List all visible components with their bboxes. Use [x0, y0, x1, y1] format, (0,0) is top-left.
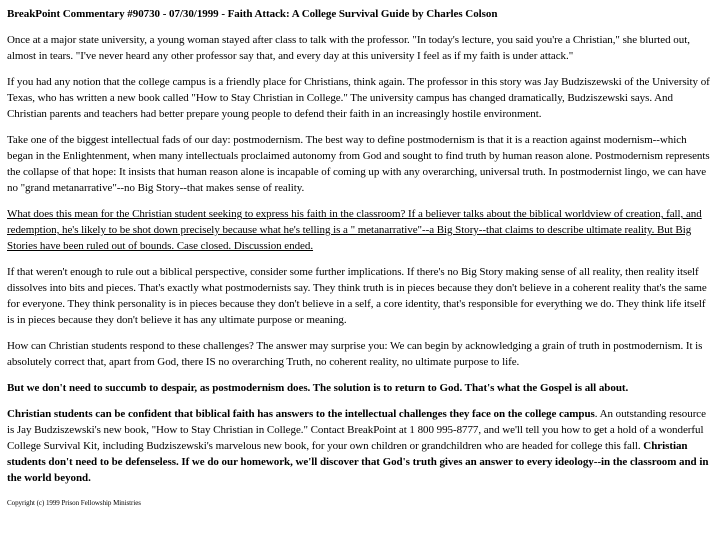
paragraph-final — [7, 406, 713, 486]
paragraph-campus: If you had any notion that the college campus is a friendly place for Christians, think again. The professor in this story was Jay Budziszewski of the University of Texas, who has written a new book called "How to Stay Christian in College." The university campus has changed dramatically, Budziszewski says. And Christian parents and teachers had better prepare young people to defend their faith in an increasingly hostile environment. — [7, 76, 710, 120]
paragraph-intro: Once at a major state university, a young woman stayed after class to talk with the professor. "In today's lecture, you said you're a Christian," she blurted out, almost in tears. "I've never heard any other professor say that, and every day at this university I feel as if my faith is under attack." — [7, 34, 690, 62]
paragraph-response: How can Christian students respond to these challenges? The answer may surprise you: We can begin by acknowledging a grain of truth in postmodernism. It is absolutely correct that, apart from God, there IS no overarching Truth, no coherent reality, no ultimate purpose to life. — [7, 340, 703, 368]
commentary-document — [7, 6, 713, 508]
paragraph-classroom: What does this mean for the Christian student seeking to express his faith in the classroom? If a believer talks about the biblical worldview of creation, fall, and redemption, he's likely to be shot down precisely because what he's telling is a " metanarrative"--a Big Story--that claims to describe ultimate reality. But Big Stories have been ruled out of bounds. Case closed. Discussion ended. — [7, 208, 702, 252]
final-bold-end: Christian students don't need to be defenseless. If we do our homework, we'll discover that God's truth gives an answer to every ideology--in the classroom and in the world beyond. — [7, 440, 709, 484]
final-bold-start: Christian students can be confident that biblical faith has answers to the intellectual challenges they face on the college campus — [7, 408, 595, 420]
copyright-notice: Copyright (c) 1999 Prison Fellowship Ministries — [7, 499, 141, 507]
paragraph-implications: If that weren't enough to rule out a biblical perspective, consider some further implications. If there's no Big Story making sense of all reality, then reality itself dissolves into bits and pieces. That's exactly what postmodernists say. They think truth is in pieces because they don't believe in a coherent reality that's the same for everyone. They think personality is in pieces because they don't believe in a self, a core identity, that's responsible for everything we do. They think life itself is in pieces because they don't believe it has any ultimate purpose or meaning. — [7, 266, 707, 326]
document-title: BreakPoint Commentary #90730 - 07/30/1999 - Faith Attack: A College Survival Guide by Charles Colson — [7, 8, 498, 20]
final-middle: . An outstanding resource is Jay Budziszewski's new book, "How to Stay Christian in College." Contact BreakPoint at 1 800 995-8777, and we'll tell you how to get a hold of a wonderful College Survival Kit, including Budziszewski's marvelous new book, for your own children or grandchildren who are headed for college this fall. — [7, 408, 706, 452]
paragraph-return-to-god: But we don't need to succumb to despair, as postmodernism does. The solution is to return to God. That's what the Gospel is all about. — [7, 382, 629, 394]
paragraph-postmodernism: Take one of the biggest intellectual fads of our day: postmodernism. The best way to define postmodernism is that it is a reaction against modernism--which began in the Enlightenment, when many intellectuals proclaimed autonomy from God and sought to find truth by human reason alone. Postmodernism represents the collapse of that hope: It insists that human reason alone is incapable of coming up with any overarching, universal truth. In postmodernist lingo, we can have no "grand metanarrative"--no Big Story--that makes sense of reality. — [7, 134, 710, 194]
